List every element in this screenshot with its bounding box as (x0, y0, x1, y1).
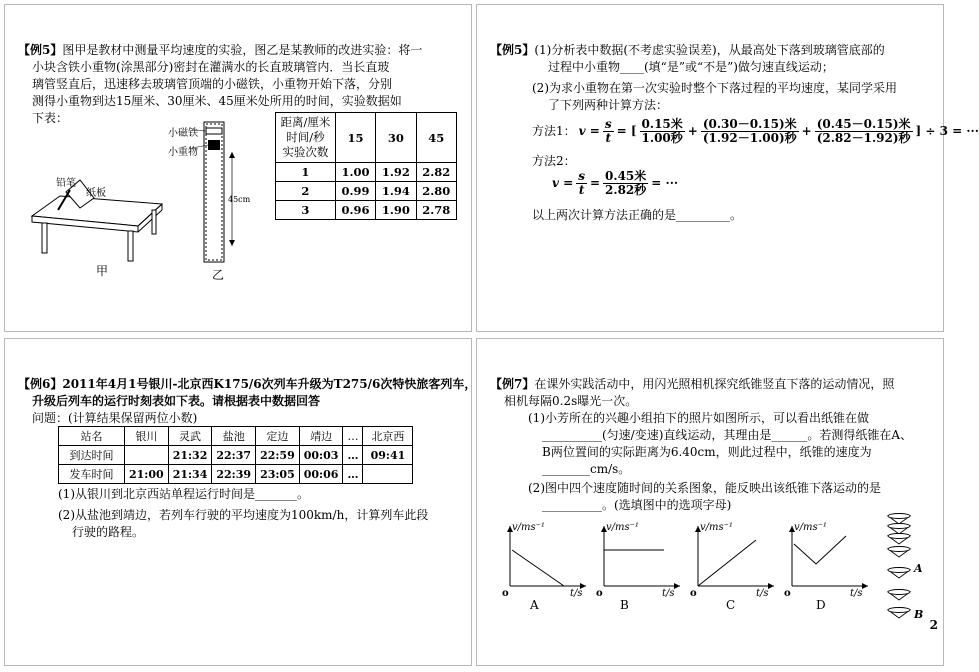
graph-c-letter: C (726, 598, 736, 612)
train-timetable (58, 426, 413, 484)
table-cell: 22:37 (212, 446, 256, 465)
question-text-line: B两位置间的实际距离为6.40cm，则此过程中，纸锥的速度为 (542, 445, 872, 459)
table-cell (125, 446, 169, 465)
frac-num: s (578, 169, 585, 183)
table-col-header: 站名 (59, 427, 125, 446)
experiment-data-table (275, 112, 457, 220)
cone-mark-B: B (914, 608, 924, 621)
graph-b-letter: B (620, 598, 629, 612)
header-trial: 实验次数 (282, 145, 329, 159)
label-pencil: 铅笔 (56, 178, 76, 189)
question-text-line: 测得小重物到达15厘米、30厘米、45厘米处所用的时间，实验数据如 (32, 94, 402, 108)
table-cell: 0.96 (335, 201, 375, 220)
question-text-line: 下表： (32, 111, 69, 125)
table-cell: 2.82 (416, 163, 456, 182)
header-distance: 距离/厘米 (280, 115, 331, 129)
table-cell: 发车时间 (59, 465, 125, 484)
table-row (59, 465, 413, 484)
table-cell: 0.99 (335, 182, 375, 201)
frac-num: 0.15米 (641, 117, 683, 131)
table-cell: 1.92 (376, 163, 416, 182)
table-col-header: 盐池 (212, 427, 256, 446)
example-tag: 【例5】 (18, 43, 63, 57)
frac-den: t (605, 131, 612, 145)
table-row (59, 446, 413, 465)
table-col-header: 定边 (256, 427, 300, 446)
fraction-total (603, 170, 648, 197)
frac-num: s (604, 117, 612, 131)
question-text-line: (1)小芳所在的兴趣小组拍下的照片如图所示，可以看出纸锥在做 (528, 411, 870, 425)
question-text-line: __________(匀速/变速)直线运动，其理由是______。若测得纸锥在A、 (542, 428, 913, 442)
graph-a-origin: o (502, 588, 509, 599)
frac-den: (2.82－1.92)秒 (816, 131, 911, 145)
question-text-line: (1)分析表中数据(不考虑实验误差)，从最高处下落到玻璃管底部的 (534, 43, 885, 57)
table-col-header: 灵武 (168, 427, 212, 446)
table-row (276, 201, 457, 220)
table-cell: 22:39 (212, 465, 256, 484)
label-weight: 小重物 (168, 147, 198, 158)
frac-num: 0.45米 (605, 169, 647, 183)
table-col-header: 北京西 (363, 427, 413, 446)
graph-b-xlabel: t/s (662, 588, 675, 599)
question-text-line: ________cm/s。 (542, 462, 631, 476)
question-text-line: 2011年4月1号银川-北京西K175/6次列车升级为T275/6次特快旅客列车， (62, 377, 477, 391)
table-cell: 21:00 (125, 465, 169, 484)
fraction-c (815, 118, 913, 145)
graph-c-xlabel: t/s (756, 588, 769, 599)
formula-plus: + (687, 124, 698, 138)
table-cell: … (343, 446, 363, 465)
table-cell: 1 (276, 163, 336, 182)
table-cell: 2.78 (416, 201, 456, 220)
table-cell: 21:34 (168, 465, 212, 484)
table-cell: 22:59 (256, 446, 300, 465)
fraction-s-over-t (576, 170, 587, 197)
label-paper: 纸板 (86, 188, 106, 199)
table-col-header: 15 (335, 113, 375, 163)
formula-tail: = ··· (651, 176, 679, 190)
table-cell: 2.80 (416, 182, 456, 201)
table-cell (363, 465, 413, 484)
question-text-line: (2)图中四个速度随时间的关系图象，能反映出该纸锥下落运动的是 (528, 481, 882, 495)
table-cell: 2 (276, 182, 336, 201)
table-header-row (59, 427, 413, 446)
question-text-line: 在课外实践活动中，用闪光照相机探究纸锥竖直下落的运动情况，照 (534, 377, 895, 391)
table-col-header: 靖边 (299, 427, 343, 446)
graph-d-origin: o (784, 588, 791, 599)
graph-c-origin: o (690, 588, 697, 599)
fraction-s-over-t (603, 118, 614, 145)
formula-eq: = (589, 176, 601, 190)
panel-example7-paper-cone (490, 376, 930, 514)
header-corner-cell (276, 113, 336, 163)
question-text-line: 升级后列车的运行时刻表如下表。请根据表中数据回答 (32, 394, 321, 408)
question-text-line: 以上两次计算方法正确的是_________。 (532, 208, 743, 222)
table-cell: … (343, 465, 363, 484)
table-col-header: 银川 (125, 427, 169, 446)
question-text-line: 过程中小重物____(填“是”或“不是”)做匀速直线运动； (548, 60, 834, 74)
panel-example5-questions (490, 42, 979, 224)
label-magnet: 小磁铁 (168, 128, 198, 139)
graph-c-ylabel: v/ms⁻¹ (700, 522, 733, 533)
example-tag: 【例7】 (490, 377, 535, 391)
question-text-line: 相机每隔0.2s曝光一次。 (504, 394, 638, 408)
graph-d-ylabel: v/ms⁻¹ (794, 522, 827, 533)
frac-den: t (578, 183, 585, 197)
table-cell: 00:06 (299, 465, 343, 484)
figure-label-yi: 乙 (212, 268, 225, 282)
method1-label: 方法1： (532, 124, 576, 138)
question-text-line: __________。(选填图中的选项字母) (542, 498, 732, 512)
frac-num: (0.45－0.15)米 (816, 117, 911, 131)
question-text-line: 行驶的路程。 (72, 525, 145, 539)
figure-yi-glass-tube (170, 118, 250, 270)
question-text-line: (1)从银川到北京西站单程运行时间是_______。 (58, 487, 309, 501)
graph-b-ylabel: v/ms⁻¹ (606, 522, 639, 533)
panel-example6-questions (58, 486, 468, 541)
table-col-header: 45 (416, 113, 456, 163)
example-tag: 【例6】 (18, 377, 63, 391)
table-cell: 到达时间 (59, 446, 125, 465)
cone-mark-A: A (914, 562, 923, 575)
method2-formula (490, 170, 940, 197)
table-cell: 23:05 (256, 465, 300, 484)
question-text-line: (2)为求小重物在第一次实验时整个下落过程的平均速度，某同学采用 (532, 81, 898, 95)
table-cell: 00:03 (299, 446, 343, 465)
table-cell: 21:32 (168, 446, 212, 465)
panel-example6-train (18, 376, 477, 427)
table-row (276, 163, 457, 182)
page-number: 2 (929, 618, 938, 632)
example-tag: 【例5】 (490, 43, 535, 57)
header-time: 时间/秒 (286, 130, 325, 144)
formula-v: v = (552, 176, 574, 190)
formula-v: v = (578, 124, 600, 138)
question-text-line: 问题：(计算结果保留两位小数) (32, 411, 198, 425)
frac-num: (0.30－0.15)米 (702, 117, 797, 131)
graph-b-origin: o (596, 588, 603, 599)
table-col-header: … (343, 427, 363, 446)
method2-label: 方法2： (532, 154, 576, 168)
formula-open: = [ (616, 124, 637, 138)
label-length: 45cm (228, 195, 251, 204)
table-header-row (276, 113, 457, 163)
question-text-line: 璃管竖直后，迅速移去玻璃管顶端的小磁铁，小重物开始下落，分别 (32, 77, 393, 91)
table-col-header: 30 (376, 113, 416, 163)
graph-d-xlabel: t/s (850, 588, 863, 599)
question-text-line: (2)从盐池到靖边，若列车行驶的平均速度为100km/h，计算列车此段 (58, 508, 429, 522)
question-text-line: 图甲是教材中测量平均速度的实验，图乙是某教师的改进实验：将一 (62, 43, 423, 57)
table-cell: 1.00 (335, 163, 375, 182)
table-cell: 1.90 (376, 201, 416, 220)
frac-den: 2.82秒 (605, 183, 647, 197)
frac-den: 1.00秒 (641, 131, 683, 145)
fraction-a (640, 118, 685, 145)
table-row (276, 182, 457, 201)
graph-a-xlabel: t/s (570, 588, 583, 599)
method1-formula (490, 117, 979, 145)
table-cell: 1.94 (376, 182, 416, 201)
fraction-b (701, 118, 799, 145)
figure-label-jia: 甲 (96, 264, 109, 278)
graph-a-letter: A (530, 598, 539, 612)
frac-den: (1.92－1.00)秒 (702, 131, 797, 145)
question-text-line: 小块含铁小重物(涂黑部分)密封在灌满水的长直玻璃管内．当长直玻 (32, 60, 390, 74)
paper-cone-strobe-photo (884, 512, 918, 622)
table-cell: 3 (276, 201, 336, 220)
graph-a-ylabel: v/ms⁻¹ (512, 522, 545, 533)
formula-plus: + (801, 124, 812, 138)
formula-close: ] ÷ 3 = ··· (915, 124, 979, 138)
graph-d-letter: D (816, 598, 826, 612)
table-cell: 09:41 (363, 446, 413, 465)
question-text-line: 了下列两种计算方法： (548, 98, 669, 112)
